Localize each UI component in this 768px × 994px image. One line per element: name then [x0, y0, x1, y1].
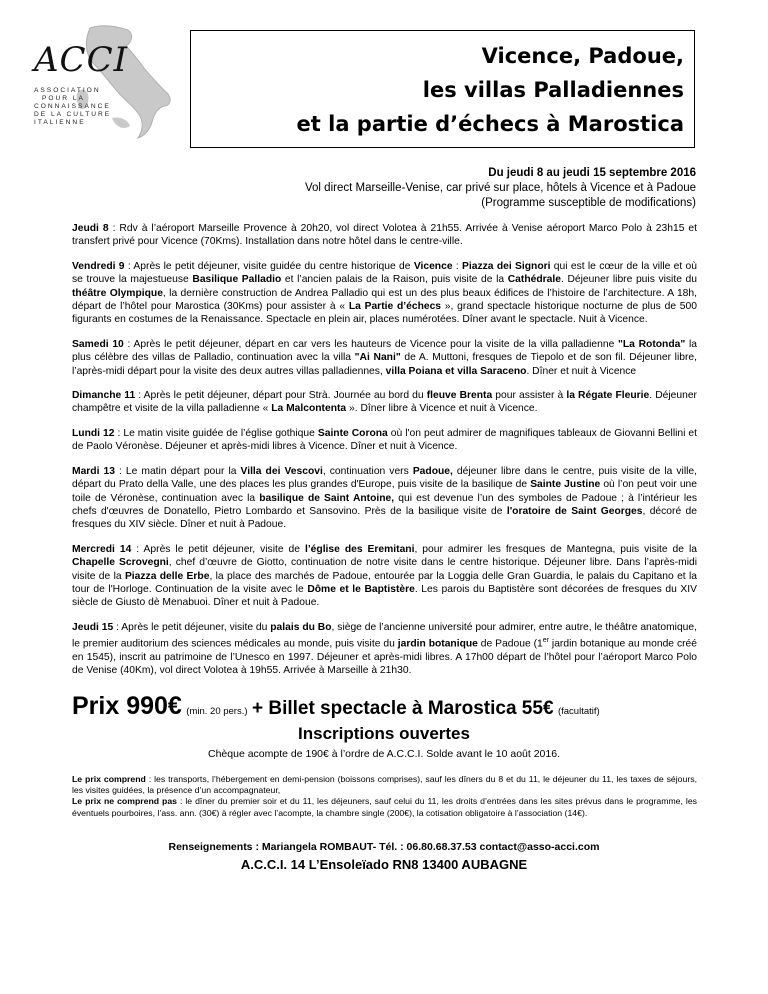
itinerary [72, 222, 697, 689]
postal-address: A.C.C.I. 14 L’Ensoleïado RN8 13400 AUBAGNE [240, 857, 528, 872]
acci-logo [20, 20, 180, 160]
day-mercredi-14: Mercredi 14 : Après le petit déjeuner, visite de l’église des Eremitani, pour admirer les fresques de Mantegna, puis visite de la Chapelle Scrovegni, chef d’œuvre de Giotto, continuation de notre visite dans le centre historique. Déjeuner libre. Dans l’après-midi visite de la Piazza delle Erbe, la place des marchés de Padoue, entourée par la Loggia delle Gran Guardia, le palais du Capitano et la tour de l'Horloge. Continuation de la visite avec le Dôme et le Baptistère. Les parois du Baptistère sont décorées de fresques du XIV siècle de Giusto dè Menabuoi. Dîner et nuit à Padoue. [72, 543, 698, 609]
day-dimanche-11: Dimanche 11 : Après le petit déjeuner, départ pour Strà. Journée au bord du fleuve Brenta pour assister à la Régate Fleurie. Déjeuner champêtre et visite de la villa palladienne « La Malcontenta ». Dîner libre à Vicence et nuit à Vicence. [72, 390, 697, 415]
price-line [72, 692, 712, 721]
price-includes: Le prix comprend : les transports, l’hébergement en demi-pension (boissons comprises), sauf les dîners du 8 et du 11, le déjeuner du 11, les taxes de séjours, les visites guidées, la présence d’un accompagnateur, [72, 774, 697, 796]
day-mardi-13: Mardi 13 : Le matin départ pour la Villa dei Vescovi, continuation vers Padoue, déjeuner libre dans le centre, puis visite de la ville, départ du Prato della Valle, une des places les plus grandes d'Europe, puis visite de la basilique de Sainte Justine où l’on peut voir une toile de Véronèse, continuation avec la basilique de Saint Antoine, qui est devenue l’un des symboles de Padoue ; à l’intérieur les chefs d'œuvres de Donatello, Pietro Lombardo et Sansovino. Près de la basilique visite de l'oratoire de Saint Georges, décoré de fresques du XIV siècle. Dîner et nuit à Padoue. [72, 465, 698, 531]
price-conditions [72, 774, 697, 819]
price-optional: (facultatif) [557, 706, 600, 717]
day-samedi-10: Samedi 10 : Après le petit déjeuner, départ en car vers les hauteurs de Vicence pour la visite de la villa palladienne "La Rotonda" la plus célèbre des villas de Palladio, continuation avec la villa "Ai Nani" de A. Muttoni, fresques de Tiepolo et de son fil. Déjeuner libre, l’après-midi départ pour la visite des deux autres villas palladiennes, villa Poiana et villa Saraceno. Dîner et nuit à Vicence [72, 338, 697, 377]
inscriptions-heading: Inscriptions ouvertes [298, 724, 470, 743]
program-note: (Programme susceptible de modifications) [481, 197, 696, 209]
trip-dates [305, 166, 696, 211]
day-jeudi-8: Jeudi 8 : Rdv à l’aéroport Marseille Provence à 20h20, vol direct Volotea à 21h55. Arrivée à Venise aéroport Marco Polo à 23h15 et transfert privé pour Vicence (70Kms). Installation dans notre hôtel dans le centre-ville. [72, 223, 697, 248]
page-title [297, 39, 684, 141]
title-line-3: et la partie d’échecs à Marostica [296, 112, 684, 136]
day-vendredi-9: Vendredi 9 : Après le petit déjeuner, visite guidée du centre historique de Vicence : Piazza dei Signori qui est le cœur de la ville et où se trouve la majestueuse Basilique Palladio et l’ancien palais de la Raison, puis visite de la Cathédrale. Déjeuner libre puis visite du théâtre Olympique, la dernière construction de Andrea Palladio qui est un des plus beaux édifices de l’histoire de l’architecture. A 18h, départ de l’hôtel pour Marostica (30Kms) pour assister à « La Partie d’échecs », grand spectacle historique nocturne de plus de 500 figurants en costumes de la Renaissance. Spectacle en plein air, places numérotées. Dîner avant le spectacle. Nuit à Vicence. [72, 260, 698, 326]
title-line-1: Vicence, Padoue, [481, 44, 684, 68]
day-jeudi-15: Jeudi 15 : Après le petit déjeuner, visite du palais du Bo, siège de l’ancienne université pour admirer, entre autre, le théâtre anatomique, le premier auditorium des sciences médicales au monde, puis visite du jardin botanique de Padoue (1er jardin botanique au monde créé en 1545), inscrit au patrimoine de l’Unesco en 1997. Déjeuner et après-midi libres. A 17h00 départ de l’hôtel pour l’aéroport Marco Polo de Venise (40Km), vol direct Volotea à 19h55. Arrivée à Marseille à 21h30. [72, 621, 698, 677]
contact-info: Renseignements : Mariangela ROMBAUT- Tél. : 06.80.68.37.53 contact@asso-acci.com [168, 841, 600, 853]
price-billet: + Billet spectacle à Marostica 55€ [251, 698, 554, 719]
title-line-2: les villas Palladiennes [422, 78, 684, 102]
deposit-note: Chèque acompte de 190€ à l’ordre de A.C.C.I. Solde avant le 10 août 2016. [208, 748, 560, 760]
price-min: (min. 20 pers.) [186, 706, 248, 717]
travel-info: Vol direct Marseille-Venise, car privé sur place, hôtels à Vicence et à Padoue [305, 182, 696, 194]
logo-subtitle: ASSOCIATION POUR LA CONNAISSANCE DE LA CULTURE ITALIENNE [34, 87, 112, 126]
price-main: Prix 990€ [72, 692, 182, 720]
title-box [190, 30, 695, 148]
date-range: Du jeudi 8 au jeudi 15 septembre 2016 [488, 167, 696, 179]
day-lundi-12: Lundi 12 : Le matin visite guidée de l’église gothique Sainte Corona où l'on peut admirer de magnifiques tableaux de Giovanni Bellini et de Paolo Véronèse. Déjeuner et après-midi libres à Vicence. Dîner et nuit à Vicence. [72, 427, 697, 453]
logo-text: ACCI [34, 40, 129, 80]
price-excludes: Le prix ne comprend pas : le dîner du premier soir et du 11, les déjeuners, sauf celui du 11, les droits d’entrées dans les sites prévus dans le programme, les éventuels pourboires, l’ass. ann. (30€) à régler avec l’acompte, la chambre single (200€), la cotisation obligatoire à l’association (14€). [72, 796, 697, 818]
